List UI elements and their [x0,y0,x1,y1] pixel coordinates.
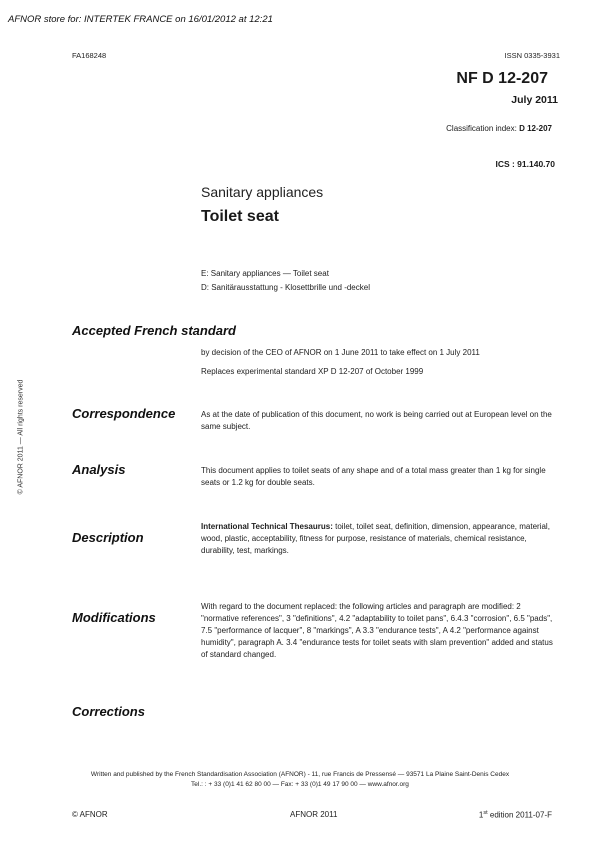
classification-value: D 12-207 [519,124,552,133]
publisher-contact: Tel.: : + 33 (0)1 41 62 80 00 — Fax: + 33 (0)1 49 17 90 00 — www.afnor.org [191,781,409,788]
ics-code: ICS : 91.140.70 [495,159,555,169]
description-text [201,521,553,557]
footer-copyright: © AFNOR [72,810,108,819]
accepted-line-1: by decision of the CEO of AFNOR on 1 June 2011 to take effect on 1 July 2011 [201,348,480,357]
edition-number: 1 [478,810,484,820]
translation-german: D: Sanitärausstattung - Klosettbrille und -deckel [201,283,370,292]
correspondence-text: As at the date of publication of this document, no work is being carried out at European level on the same subject. [201,410,552,431]
footer-edition [479,810,552,820]
edition-superscript: st [483,810,488,816]
title-french: Sanitary appliances [201,184,324,200]
modifications-text: With regard to the document replaced: the following articles and paragraph are modified: 2 "normative references", 3 "definitions", 4.2 "adaptability to toilet pans", 6.4.3 "corrosion", 6.5 "pads", 7.5 "performance of lacquer", 8 "markings", A 3.3 "endurance tests", A 4.2 "performance against humidity", paragraph A. 3.4 "endurance tests for toilet seats with slam prevention" added and status of standard changed. [201,602,553,659]
accepted-line-2: Replaces experimental standard XP D 12-207 of October 1999 [201,367,424,376]
fa-reference: FA168248 [72,51,107,60]
title-main: Toilet seat [201,208,279,225]
publisher-info [0,770,600,790]
heading-description: Description [72,530,144,545]
footer-year: AFNOR 2011 [290,810,338,819]
translation-english: E: Sanitary appliances — Toilet seat [201,269,329,278]
store-line: AFNOR store for: INTERTEK FRANCE on 16/01/2012 at 12:21 [8,14,273,25]
heading-accepted: Accepted French standard [72,323,236,338]
publisher-address: Written and published by the French Standardisation Association (AFNOR) - 11, rue Francis de Pressensé — 93571 La Plaine Saint-Denis Cedex [90,771,510,778]
heading-correspondence: Correspondence [72,406,176,421]
thesaurus-terms: toilet, toilet seat, definition, dimension, appearance, material, wood, plastic, acceptability, fitness for purpose, resistance of materials, chemical resistance, durability, test, markings. [201,522,550,555]
analysis-text: This document applies to toilet seats of any shape and of a total mass greater than 1 kg for single seats or 1.2 kg for double seats. [201,466,546,487]
classification-label: Classification index: [446,124,517,133]
copyright-side-text: © AFNOR 2011 — All rights reserved [17,379,25,495]
edition-text: edition 2011-07-F [487,810,552,820]
standard-date: July 2011 [511,94,558,106]
classification-index [446,124,552,133]
heading-corrections: Corrections [72,704,145,719]
heading-analysis: Analysis [72,462,126,477]
standard-number: NF D 12-207 [456,70,548,87]
issn: ISSN 0335-3931 [504,51,560,60]
heading-modifications: Modifications [72,610,156,625]
thesaurus-label: International Technical Thesaurus: [201,522,333,531]
